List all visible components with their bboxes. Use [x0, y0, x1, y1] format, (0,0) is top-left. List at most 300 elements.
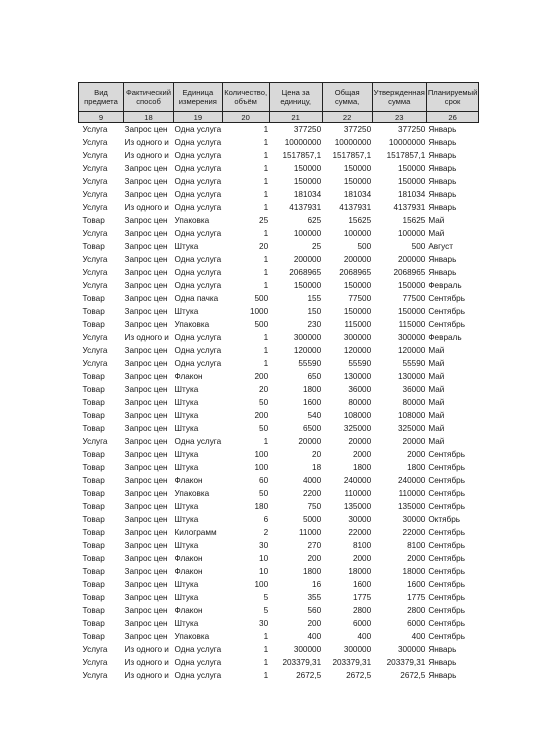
- table-row: [79, 201, 479, 214]
- cell-procurement-method: Запрос цен: [124, 541, 168, 550]
- cell-unit: Штука: [174, 593, 199, 602]
- cell-quantity: 2: [263, 528, 269, 537]
- cell-procurement-method: Запрос цен: [124, 476, 168, 485]
- cell-quantity: 100: [254, 450, 269, 459]
- cell-unit-price: 150000: [293, 177, 322, 186]
- column-number: 19: [174, 112, 223, 123]
- table-row: [79, 422, 479, 435]
- cell-total-sum: 8100: [352, 541, 372, 550]
- cell-unit-price: 150: [307, 307, 322, 316]
- cell-approved-sum: 4137931: [393, 203, 426, 212]
- cell-procurement-method: Запрос цен: [124, 359, 168, 368]
- cell-quantity: 10: [259, 567, 269, 576]
- cell-planned-term: Май: [428, 229, 445, 238]
- cell-planned-term: Сентябрь: [428, 294, 465, 303]
- table-row: [79, 409, 479, 422]
- table-row: [79, 435, 479, 448]
- table-row: [79, 643, 479, 656]
- cell-total-sum: 150000: [343, 281, 372, 290]
- cell-unit-price: 560: [307, 606, 322, 615]
- cell-approved-sum: 377250: [397, 125, 426, 134]
- cell-unit: Килограмм: [174, 528, 217, 537]
- cell-planned-term: Январь: [428, 671, 457, 680]
- cell-approved-sum: 500: [411, 242, 426, 251]
- cell-approved-sum: 6000: [407, 619, 426, 628]
- procurement-table-sheet: [78, 82, 479, 682]
- cell-procurement-method: Из одного и: [124, 138, 169, 147]
- cell-approved-sum: 2672,5: [400, 671, 426, 680]
- cell-planned-term: Февраль: [428, 281, 462, 290]
- cell-total-sum: 2000: [352, 554, 372, 563]
- cell-procurement-method: Запрос цен: [124, 593, 168, 602]
- cell-item-type: Услуга: [82, 164, 108, 173]
- cell-planned-term: Сентябрь: [428, 593, 465, 602]
- cell-planned-term: Май: [428, 359, 445, 368]
- cell-planned-term: Май: [428, 372, 445, 381]
- cell-unit: Штука: [174, 450, 199, 459]
- cell-procurement-method: Запрос цен: [124, 268, 168, 277]
- cell-approved-sum: 100000: [397, 229, 426, 238]
- cell-quantity: 25: [259, 216, 269, 225]
- table-row: [79, 526, 479, 539]
- cell-item-type: Товар: [82, 593, 105, 602]
- cell-item-type: Товар: [82, 632, 105, 641]
- cell-quantity: 5: [263, 593, 269, 602]
- column-number: 22: [322, 112, 372, 123]
- table-row: [79, 214, 479, 227]
- cell-unit: Одна услуга: [174, 229, 222, 238]
- cell-quantity: 6: [263, 515, 269, 524]
- cell-procurement-method: Запрос цен: [124, 385, 168, 394]
- cell-planned-term: Январь: [428, 255, 457, 264]
- cell-approved-sum: 18000: [402, 567, 426, 576]
- cell-procurement-method: Запрос цен: [124, 515, 168, 524]
- cell-procurement-method: Запрос цен: [124, 398, 168, 407]
- cell-item-type: Товар: [82, 502, 105, 511]
- cell-procurement-method: Запрос цен: [124, 242, 168, 251]
- cell-quantity: 10: [259, 554, 269, 563]
- cell-item-type: Товар: [82, 463, 105, 472]
- cell-procurement-method: Запрос цен: [124, 190, 168, 199]
- cell-quantity: 200: [254, 411, 269, 420]
- cell-planned-term: Сентябрь: [428, 567, 465, 576]
- cell-quantity: 200: [254, 372, 269, 381]
- cell-item-type: Товар: [82, 554, 105, 563]
- cell-item-type: Услуга: [82, 255, 108, 264]
- cell-quantity: 1: [263, 346, 269, 355]
- table-row: [79, 396, 479, 409]
- cell-approved-sum: 2000: [407, 554, 426, 563]
- column-number: 23: [372, 112, 426, 123]
- cell-unit: Штука: [174, 580, 199, 589]
- cell-procurement-method: Запрос цен: [124, 424, 168, 433]
- column-number: 9: [79, 112, 124, 123]
- cell-approved-sum: 115000: [398, 320, 426, 329]
- column-number: 20: [222, 112, 269, 123]
- cell-procurement-method: Запрос цен: [124, 450, 168, 459]
- cell-procurement-method: Запрос цен: [124, 281, 168, 290]
- cell-unit: Штука: [174, 398, 199, 407]
- cell-quantity: 1: [263, 645, 269, 654]
- cell-item-type: Товар: [82, 385, 105, 394]
- cell-item-type: Товар: [82, 242, 105, 251]
- cell-unit-price: 6500: [302, 424, 322, 433]
- cell-unit: Одна услуга: [174, 203, 222, 212]
- cell-quantity: 100: [254, 580, 269, 589]
- table-row: [79, 123, 479, 137]
- cell-unit-price: 20: [312, 450, 322, 459]
- cell-total-sum: 240000: [343, 476, 372, 485]
- cell-quantity: 1: [263, 359, 269, 368]
- cell-unit: Одна услуга: [174, 177, 222, 186]
- cell-unit: Одна услуга: [174, 151, 222, 160]
- table-row: [79, 578, 479, 591]
- cell-unit: Штука: [174, 515, 199, 524]
- cell-unit-price: 1517857,1: [282, 151, 322, 160]
- cell-unit-price: 5000: [302, 515, 322, 524]
- cell-total-sum: 300000: [343, 645, 372, 654]
- cell-total-sum: 500: [357, 242, 372, 251]
- cell-unit: Штука: [174, 411, 199, 420]
- cell-total-sum: 15625: [348, 216, 372, 225]
- cell-total-sum: 2672,5: [346, 671, 372, 680]
- cell-unit-price: 1800: [302, 385, 322, 394]
- table-row: [79, 539, 479, 552]
- cell-item-type: Товар: [82, 489, 105, 498]
- cell-procurement-method: Запрос цен: [124, 255, 168, 264]
- cell-unit-price: 55590: [298, 359, 322, 368]
- table-row: [79, 149, 479, 162]
- cell-item-type: Услуга: [82, 177, 108, 186]
- cell-approved-sum: 150000: [397, 164, 426, 173]
- cell-item-type: Товар: [82, 541, 105, 550]
- cell-procurement-method: Из одного и: [124, 151, 169, 160]
- cell-item-type: Услуга: [82, 671, 108, 680]
- cell-total-sum: 325000: [343, 424, 372, 433]
- cell-item-type: Товар: [82, 398, 105, 407]
- cell-unit-price: 1600: [302, 398, 322, 407]
- cell-approved-sum: 1775: [407, 593, 426, 602]
- cell-unit-price: 11000: [298, 528, 322, 537]
- cell-quantity: 100: [254, 463, 269, 472]
- cell-planned-term: Сентябрь: [428, 541, 465, 550]
- cell-quantity: 1: [263, 333, 269, 342]
- cell-unit-price: 25: [312, 242, 322, 251]
- cell-approved-sum: 120000: [397, 346, 426, 355]
- cell-item-type: Товар: [82, 450, 105, 459]
- table-row: [79, 370, 479, 383]
- cell-item-type: Услуга: [82, 333, 108, 342]
- cell-unit-price: 200000: [293, 255, 322, 264]
- cell-item-type: Товар: [82, 606, 105, 615]
- cell-unit: Упаковка: [174, 632, 210, 641]
- header-quantity: Количество, объём: [222, 83, 269, 112]
- cell-procurement-method: Запрос цен: [124, 372, 168, 381]
- table-row: [79, 266, 479, 279]
- cell-total-sum: 80000: [348, 398, 372, 407]
- cell-planned-term: Январь: [428, 268, 457, 277]
- table-row: [79, 240, 479, 253]
- cell-item-type: Товар: [82, 528, 105, 537]
- cell-total-sum: 377250: [343, 125, 372, 134]
- column-number: 26: [426, 112, 479, 123]
- cell-item-type: Услуга: [82, 190, 108, 199]
- cell-item-type: Услуга: [82, 346, 108, 355]
- column-number-row: [79, 112, 479, 123]
- cell-planned-term: Январь: [428, 164, 457, 173]
- cell-procurement-method: Запрос цен: [124, 619, 168, 628]
- cell-procurement-method: Запрос цен: [124, 125, 168, 134]
- table-body: [79, 123, 479, 683]
- cell-item-type: Услуга: [82, 125, 108, 134]
- cell-total-sum: 150000: [343, 177, 372, 186]
- cell-approved-sum: 200000: [397, 255, 426, 264]
- cell-unit: Одна услуга: [174, 125, 222, 134]
- cell-item-type: Товар: [82, 580, 105, 589]
- header-unit: Единица измерения: [174, 83, 223, 112]
- cell-unit-price: 625: [307, 216, 322, 225]
- cell-planned-term: Февраль: [428, 333, 462, 342]
- table-row: [79, 604, 479, 617]
- cell-unit: Одна услуга: [174, 164, 222, 173]
- cell-unit: Одна услуга: [174, 268, 222, 277]
- cell-procurement-method: Запрос цен: [124, 307, 168, 316]
- cell-unit-price: 20000: [298, 437, 322, 446]
- cell-unit-price: 120000: [293, 346, 322, 355]
- table-row: [79, 318, 479, 331]
- cell-approved-sum: 300000: [397, 333, 426, 342]
- cell-approved-sum: 10000000: [388, 138, 426, 147]
- cell-total-sum: 110000: [344, 489, 372, 498]
- cell-planned-term: Май: [428, 411, 445, 420]
- cell-quantity: 1: [263, 658, 269, 667]
- cell-planned-term: Сентябрь: [428, 632, 465, 641]
- table-row: [79, 279, 479, 292]
- cell-unit-price: 16: [312, 580, 322, 589]
- cell-unit-price: 4137931: [289, 203, 322, 212]
- cell-quantity: 1: [263, 203, 269, 212]
- table-row: [79, 591, 479, 604]
- cell-total-sum: 6000: [352, 619, 372, 628]
- cell-procurement-method: Запрос цен: [124, 632, 168, 641]
- table-row: [79, 292, 479, 305]
- cell-total-sum: 200000: [343, 255, 372, 264]
- cell-total-sum: 1800: [352, 463, 372, 472]
- cell-unit-price: 150000: [293, 281, 322, 290]
- cell-unit: Одна услуга: [174, 190, 222, 199]
- cell-procurement-method: Запрос цен: [124, 320, 168, 329]
- cell-procurement-method: Запрос цен: [124, 580, 168, 589]
- cell-unit: Упаковка: [174, 489, 210, 498]
- table-row: [79, 669, 479, 682]
- cell-approved-sum: 1600: [407, 580, 426, 589]
- cell-procurement-method: Запрос цен: [124, 164, 168, 173]
- cell-approved-sum: 20000: [402, 437, 426, 446]
- cell-procurement-method: Из одного и: [124, 645, 169, 654]
- cell-unit: Штука: [174, 424, 199, 433]
- header-planned-term: Планируемый срок: [426, 83, 479, 112]
- table-row: [79, 175, 479, 188]
- cell-total-sum: 120000: [343, 346, 372, 355]
- cell-total-sum: 115000: [344, 320, 372, 329]
- header-approved-sum: Утвержденная сумма: [372, 83, 426, 112]
- table-row: [79, 227, 479, 240]
- cell-planned-term: Январь: [428, 658, 457, 667]
- cell-quantity: 1: [263, 229, 269, 238]
- cell-total-sum: 181034: [343, 190, 372, 199]
- cell-procurement-method: Запрос цен: [124, 606, 168, 615]
- cell-unit: Штука: [174, 541, 199, 550]
- cell-unit-price: 355: [307, 593, 322, 602]
- cell-total-sum: 36000: [348, 385, 372, 394]
- cell-procurement-method: Запрос цен: [124, 463, 168, 472]
- cell-item-type: Товар: [82, 424, 105, 433]
- cell-procurement-method: Запрос цен: [124, 229, 168, 238]
- cell-unit: Штука: [174, 463, 199, 472]
- cell-quantity: 50: [259, 424, 269, 433]
- cell-planned-term: Сентябрь: [428, 502, 465, 511]
- cell-unit: Одна услуга: [174, 437, 222, 446]
- cell-unit: Одна услуга: [174, 658, 222, 667]
- cell-item-type: Товар: [82, 476, 105, 485]
- cell-planned-term: Октябрь: [428, 515, 461, 524]
- cell-approved-sum: 2800: [407, 606, 426, 615]
- cell-planned-term: Сентябрь: [428, 528, 465, 537]
- cell-unit-price: 2672,5: [296, 671, 322, 680]
- cell-quantity: 5: [263, 606, 269, 615]
- cell-item-type: Услуга: [82, 645, 108, 654]
- cell-item-type: Товар: [82, 294, 105, 303]
- cell-unit-price: 300000: [293, 645, 322, 654]
- cell-quantity: 1: [263, 255, 269, 264]
- cell-unit: Штука: [174, 385, 199, 394]
- cell-item-type: Товар: [82, 320, 105, 329]
- cell-total-sum: 108000: [343, 411, 372, 420]
- cell-procurement-method: Запрос цен: [124, 411, 168, 420]
- cell-unit: Флакон: [174, 567, 203, 576]
- cell-item-type: Услуга: [82, 281, 108, 290]
- cell-item-type: Товар: [82, 619, 105, 628]
- cell-total-sum: 100000: [343, 229, 372, 238]
- cell-quantity: 1: [263, 138, 269, 147]
- cell-total-sum: 22000: [348, 528, 372, 537]
- table-row: [79, 383, 479, 396]
- cell-approved-sum: 1800: [407, 463, 426, 472]
- cell-unit-price: 150000: [293, 164, 322, 173]
- cell-approved-sum: 15625: [402, 216, 426, 225]
- cell-unit: Флакон: [174, 476, 203, 485]
- cell-unit: Штука: [174, 619, 199, 628]
- cell-approved-sum: 130000: [397, 372, 426, 381]
- cell-planned-term: Май: [428, 216, 445, 225]
- cell-unit-price: 400: [307, 632, 322, 641]
- column-number: 18: [124, 112, 174, 123]
- cell-unit: Штука: [174, 242, 199, 251]
- table-row: [79, 487, 479, 500]
- cell-approved-sum: 240000: [397, 476, 426, 485]
- cell-item-type: Товар: [82, 567, 105, 576]
- header-total-sum: Общая сумма,: [322, 83, 372, 112]
- cell-total-sum: 1517857,1: [332, 151, 372, 160]
- cell-planned-term: Январь: [428, 138, 457, 147]
- cell-planned-term: Сентябрь: [428, 450, 465, 459]
- cell-approved-sum: 30000: [402, 515, 426, 524]
- cell-procurement-method: Из одного и: [124, 333, 169, 342]
- cell-total-sum: 150000: [343, 307, 372, 316]
- cell-procurement-method: Из одного и: [124, 203, 169, 212]
- cell-total-sum: 4137931: [339, 203, 372, 212]
- cell-quantity: 30: [259, 619, 269, 628]
- cell-procurement-method: Запрос цен: [124, 177, 168, 186]
- cell-planned-term: Май: [428, 385, 445, 394]
- cell-planned-term: Январь: [428, 177, 457, 186]
- cell-unit: Одна пачка: [174, 294, 219, 303]
- cell-quantity: 500: [254, 294, 269, 303]
- cell-unit-price: 270: [307, 541, 322, 550]
- cell-procurement-method: Запрос цен: [124, 554, 168, 563]
- cell-unit: Флакон: [174, 554, 203, 563]
- cell-item-type: Услуга: [82, 658, 108, 667]
- cell-procurement-method: Запрос цен: [124, 502, 168, 511]
- cell-item-type: Товар: [82, 216, 105, 225]
- cell-planned-term: Сентябрь: [428, 619, 465, 628]
- table-row: [79, 136, 479, 149]
- cell-approved-sum: 203379,31: [386, 658, 426, 667]
- table-row: [79, 461, 479, 474]
- cell-item-type: Услуга: [82, 138, 108, 147]
- cell-item-type: Услуга: [82, 203, 108, 212]
- cell-unit-price: 4000: [302, 476, 322, 485]
- cell-planned-term: Сентябрь: [428, 320, 465, 329]
- table-row: [79, 513, 479, 526]
- table-row: [79, 253, 479, 266]
- cell-total-sum: 1775: [352, 593, 372, 602]
- cell-unit: Одна услуга: [174, 645, 222, 654]
- cell-unit-price: 300000: [293, 333, 322, 342]
- cell-approved-sum: 150000: [397, 281, 426, 290]
- cell-procurement-method: Из одного и: [124, 671, 169, 680]
- cell-total-sum: 300000: [343, 333, 372, 342]
- table-row: [79, 474, 479, 487]
- cell-unit-price: 2068965: [289, 268, 322, 277]
- cell-planned-term: Май: [428, 424, 445, 433]
- table-row: [79, 188, 479, 201]
- table-row: [79, 500, 479, 513]
- cell-quantity: 1: [263, 177, 269, 186]
- cell-approved-sum: 2068965: [393, 268, 426, 277]
- table-row: [79, 305, 479, 318]
- cell-planned-term: Сентябрь: [428, 463, 465, 472]
- cell-approved-sum: 150000: [397, 307, 426, 316]
- cell-quantity: 1: [263, 268, 269, 277]
- cell-item-type: Товар: [82, 307, 105, 316]
- cell-total-sum: 1600: [352, 580, 372, 589]
- cell-procurement-method: Запрос цен: [124, 489, 168, 498]
- cell-total-sum: 150000: [343, 164, 372, 173]
- header-procurement-method: Фактический способ: [124, 83, 174, 112]
- header-unit-price: Цена за единицу,: [269, 83, 322, 112]
- table-row: [79, 565, 479, 578]
- cell-total-sum: 130000: [343, 372, 372, 381]
- cell-planned-term: Май: [428, 346, 445, 355]
- cell-quantity: 1: [263, 190, 269, 199]
- table-row: [79, 162, 479, 175]
- cell-quantity: 1: [263, 671, 269, 680]
- cell-quantity: 50: [259, 398, 269, 407]
- cell-procurement-method: Запрос цен: [124, 437, 168, 446]
- cell-total-sum: 55590: [348, 359, 372, 368]
- cell-unit-price: 18: [312, 463, 322, 472]
